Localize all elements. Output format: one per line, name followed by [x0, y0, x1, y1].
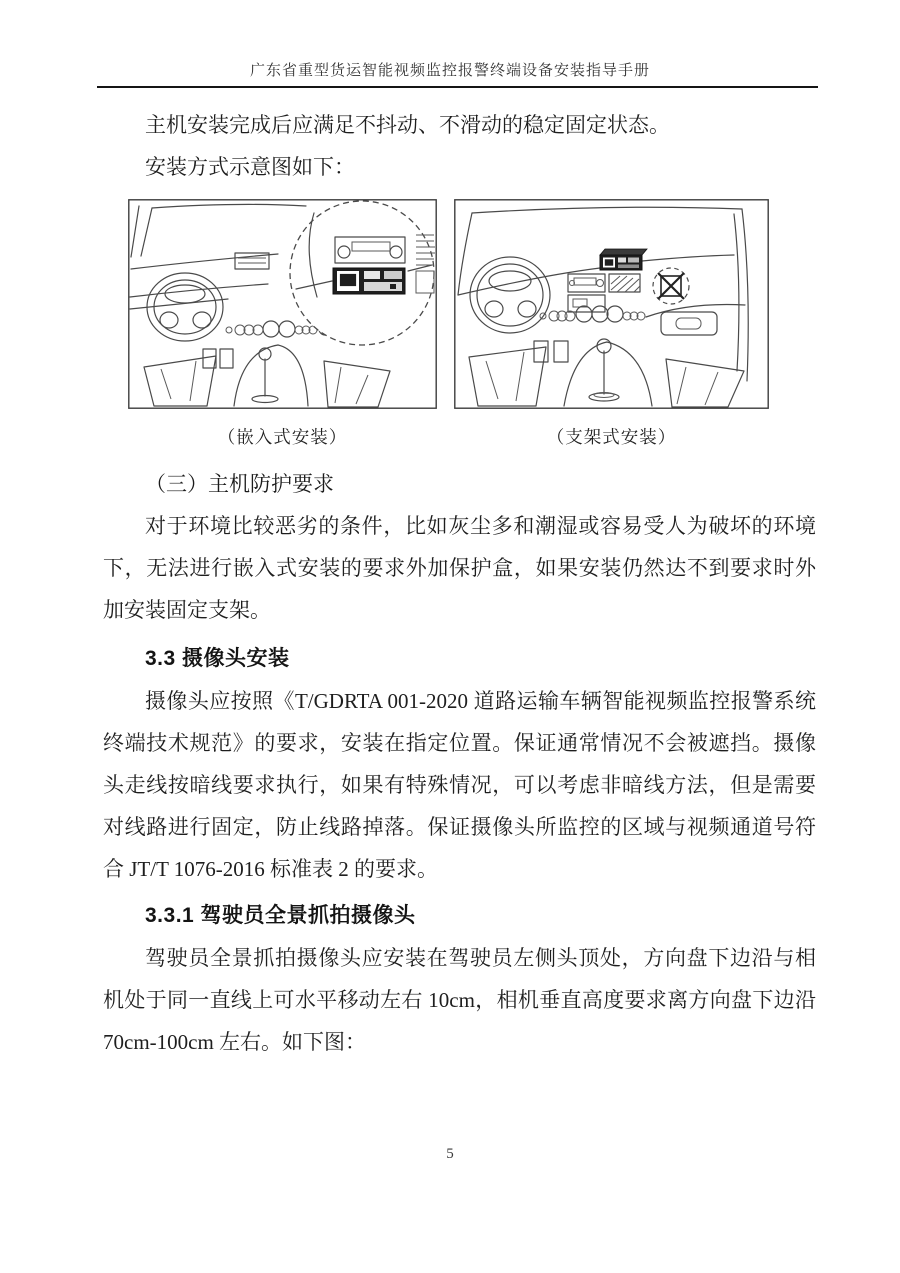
bracket-install-caption: （支架式安装） — [546, 427, 677, 447]
heading-driver-panorama-camera: 3.3.1 驾驶员全景抓拍摄像头 — [145, 904, 416, 927]
installation-figures-row — [128, 199, 816, 449]
paragraph-protection-requirements: 对于环境比较恶劣的条件，比如灰尘多和潮湿或容易受人为破坏的环境下，无法进行嵌入式安装的要求外加保护盒，如果安装仍然达不到要求时外加安装固定支架。 — [103, 514, 816, 622]
embedded-install-dashboard-drawing — [128, 199, 437, 409]
bracket-install-dashboard-drawing — [454, 199, 769, 409]
paragraph-diagram-intro: 安装方式示意图如下： — [145, 155, 355, 179]
bracket-install-figure — [454, 199, 769, 449]
paragraph-camera-installation: 摄像头应按照《T/GDRTA 001-2020 道路运输车辆智能视频监控报警系统终端技术规范》的要求，安装在指定位置。保证通常情况不会被遮挡。摄像头走线按暗线要求执行，如果有特殊情况，可以考虑非暗线方法，但是需要对线路进行固定，防止线路掉落。保证摄像头所监控的区域与视频通道号符合 JT/T 1076-2016 标准表 2 的要求。 — [103, 689, 816, 881]
paragraph-driver-camera-position: 驾驶员全景抓拍摄像头应安装在驾驶员左侧头顶处，方向盘下边沿与相机处于同一直线上可水平移动左右 10cm，相机垂直高度要求离方向盘下边沿 70cm-100cm 左右。如下图： — [103, 946, 816, 1054]
paragraph-host-fixation: 主机安装完成后应满足不抖动、不滑动的稳定固定状态。 — [145, 113, 670, 137]
embedded-install-figure — [128, 199, 437, 449]
embedded-install-caption: （嵌入式安装） — [217, 427, 348, 447]
document-header-title: 广东省重型货运智能视频监控报警终端设备安装指导手册 — [249, 63, 650, 79]
section-heading-host-protection: （三）主机防护要求 — [145, 472, 334, 496]
page-number: 5 — [446, 1146, 454, 1162]
header-divider — [97, 86, 818, 88]
page-content — [103, 104, 816, 1063]
heading-camera-installation: 3.3 摄像头安装 — [145, 647, 290, 670]
